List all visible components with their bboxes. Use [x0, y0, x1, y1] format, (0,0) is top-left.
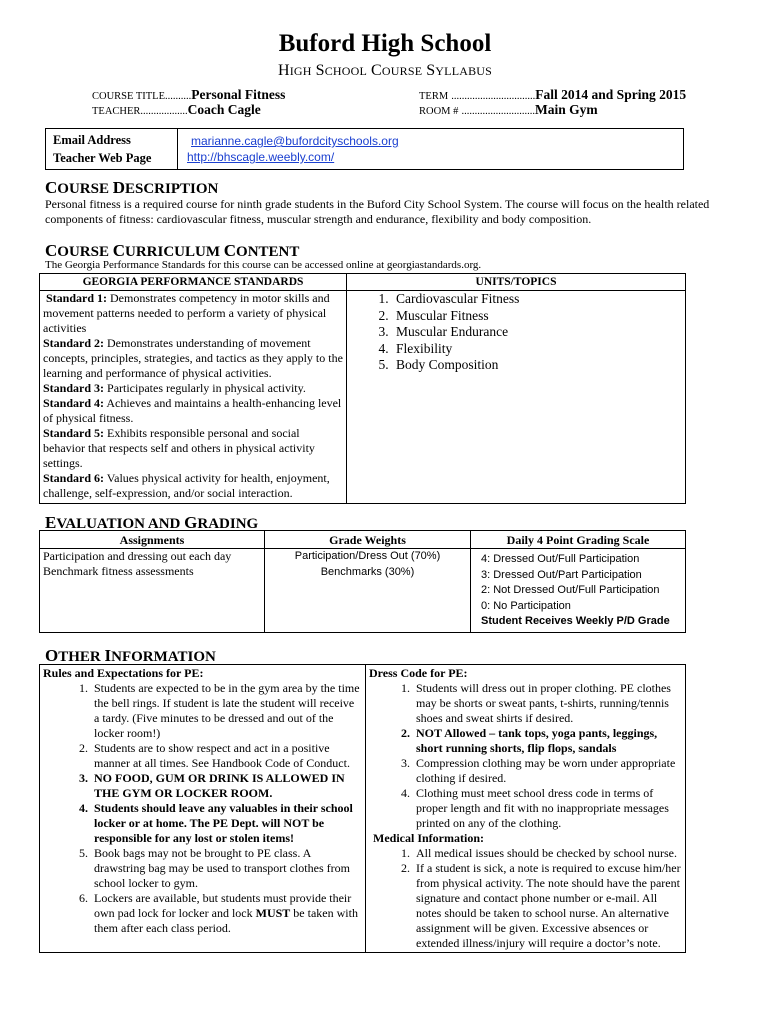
- medical-header: Medical Information:: [373, 831, 484, 845]
- topic-item: 4. Flexibility: [392, 341, 682, 358]
- rules-header: Rules and Expectations for PE:: [43, 666, 204, 680]
- scale-item: 2: Not Dressed Out/Full Participation: [481, 584, 660, 597]
- web-page-label: Teacher Web Page: [53, 151, 152, 165]
- topics-cell: [347, 291, 686, 504]
- teacher-value: Coach Cagle: [187, 102, 261, 117]
- rule-item: 6. Lockers are available, but students must provide their own pad lock for locker and lock MUST be taken with them after each class period.: [91, 891, 362, 936]
- course-description-text: Personal fitness is a required course for ninth grade students in the Buford City School System. The course will focus on the health related components of fitness: cardiovascular fitness, muscular strength and endurance, flexibility and body composition.: [45, 197, 710, 226]
- standard-item: Standard 4: Achieves and maintains a health-enhancing level of physical fitness.: [43, 396, 342, 425]
- topic-item: 1. Cardiovascular Fitness: [392, 291, 682, 308]
- assignment-item: Participation and dressing out each day: [43, 549, 232, 563]
- teacher-row: TEACHER..................Coach Cagle: [92, 102, 261, 117]
- standards-cell: [40, 291, 347, 504]
- standards-header: GEORGIA PERFORMANCE STANDARDS: [40, 274, 347, 291]
- weight-item: Participation/Dress Out (70%): [294, 550, 441, 562]
- rule-item: 3. NO FOOD, GUM OR DRINK IS ALLOWED IN THE GYM OR LOCKER ROOM.: [91, 771, 362, 801]
- topics-list: [350, 291, 682, 374]
- assignment-item: Benchmark fitness assessments: [43, 564, 194, 578]
- standards-table: [39, 273, 686, 504]
- other-info-heading: OTHER INFORMATION: [45, 646, 216, 665]
- medical-item: 2. If a student is sick, a note is required to excuse him/her from physical activity. The note should have the parent signature and contact phone number or e-mail. All notes should be taken to school nurse. An alternative assignment will be given. Excessive absences or extended illness/injury will require a doctor’s note.: [413, 861, 682, 951]
- scale-item: 3: Dressed Out/Part Participation: [481, 568, 642, 581]
- grading-scale-header: Daily 4 Point Grading Scale: [471, 531, 686, 549]
- assignments-cell: [40, 549, 265, 633]
- weight-item: Benchmarks (30%): [320, 565, 415, 578]
- dress-item: 4. Clothing must meet school dress code in terms of proper length and fit with no inappropriate messages printed on any of the clothing.: [413, 786, 682, 831]
- page-title: Buford High School: [278, 30, 492, 57]
- dress-medical-cell: [366, 665, 686, 953]
- scale-item: 4: Dressed Out/Full Participation: [481, 553, 640, 565]
- assignments-header: Assignments: [40, 531, 265, 549]
- email-link[interactable]: marianne.cagle@bufordcityschools.org: [191, 134, 399, 148]
- standard-item: Standard 1: Demonstrates competency in motor skills and movement patterns needed to perform a variety of physical activities: [43, 291, 330, 335]
- dress-item: 1. Students will dress out in proper clothing. PE clothes may be shorts or sweat pants, t-shirts, running/tennis shoes and sweat shirts if desired.: [413, 681, 682, 726]
- curriculum-heading: COURSE CURRICULUM CONTENT: [45, 241, 300, 260]
- topic-item: 5. Body Composition: [392, 357, 682, 374]
- rules-list: [43, 681, 362, 936]
- rule-item: 5. Book bags may not be brought to PE class. A drawstring bag may be used to transport clothes from school locker to gym.: [91, 846, 362, 891]
- page-subtitle: HIGH SCHOOL COURSE SYLLABUS: [277, 62, 493, 79]
- contact-box: [45, 128, 684, 170]
- evaluation-table: [39, 530, 686, 633]
- dress-code-header: Dress Code for PE:: [369, 666, 468, 680]
- web-page-link[interactable]: http://bhscagle.weebly.com/: [187, 150, 335, 164]
- dress-item: 3. Compression clothing may be worn under appropriate clothing if desired.: [413, 756, 682, 786]
- course-title-value: Personal Fitness: [191, 87, 286, 102]
- email-label: Email Address: [53, 133, 131, 147]
- rule-item: 4. Students should leave any valuables in their school locker or at home. The PE Dept. will NOT be responsible for any lost or stolen items!: [91, 801, 362, 846]
- rule-item: 2. Students are to show respect and act in a positive manner at all times. See Handbook Code of Conduct.: [91, 741, 362, 771]
- term-value: Fall 2014 and Spring 2015: [535, 87, 687, 102]
- course-description-heading: COURSE DESCRIPTION: [45, 178, 219, 197]
- evaluation-heading: EVALUATION AND GRADING: [45, 513, 259, 532]
- room-value: Main Gym: [535, 102, 598, 117]
- scale-item: 0: No Participation: [481, 599, 571, 612]
- grade-weights-header: Grade Weights: [265, 531, 471, 549]
- contact-divider: [177, 129, 178, 169]
- course-title-row: COURSE TITLE..........Personal Fitness: [92, 87, 286, 102]
- dress-item: 2. NOT Allowed – tank tops, yoga pants, leggings, short running shorts, flip flops, sandals: [413, 726, 682, 756]
- dress-code-list: [369, 681, 682, 831]
- topic-item: 2. Muscular Fitness: [392, 308, 682, 325]
- weights-cell: [265, 549, 471, 633]
- topics-header: UNITS/TOPICS: [347, 274, 686, 291]
- scale-cell: [471, 549, 686, 633]
- standard-item: Standard 5: Exhibits responsible personal and social behavior that respects self and others in physical activity settings.: [43, 426, 315, 470]
- topic-item: 3. Muscular Endurance: [392, 324, 682, 341]
- standard-item: Standard 6: Values physical activity for health, enjoyment, challenge, self-expression, and/or social interaction.: [43, 471, 330, 500]
- curriculum-note: The Georgia Performance Standards for this course can be accessed online at georgiastandards.org.: [45, 259, 482, 271]
- other-info-table: [39, 664, 686, 953]
- medical-list: [369, 846, 682, 951]
- scale-note: Student Receives Weekly P/D Grade: [481, 615, 670, 628]
- standard-item: Standard 2: Demonstrates understanding of movement concepts, principles, strategies, and tactics as they apply to the learning and performance of physical activities.: [43, 336, 343, 380]
- room-row: ROOM # ............................Main Gym: [419, 102, 598, 117]
- rules-cell: [40, 665, 366, 953]
- rule-item: 1. Students are expected to be in the gym area by the time the bell rings. If student is late the student will receive a tardy. (Five minutes to be dressed and out of the locker room!): [91, 681, 362, 741]
- standard-item: Standard 3: Participates regularly in physical activity.: [43, 381, 306, 395]
- term-row: TERM ................................Fall 2014 and Spring 2015: [419, 87, 687, 102]
- medical-item: 1. All medical issues should be checked by school nurse.: [413, 846, 682, 861]
